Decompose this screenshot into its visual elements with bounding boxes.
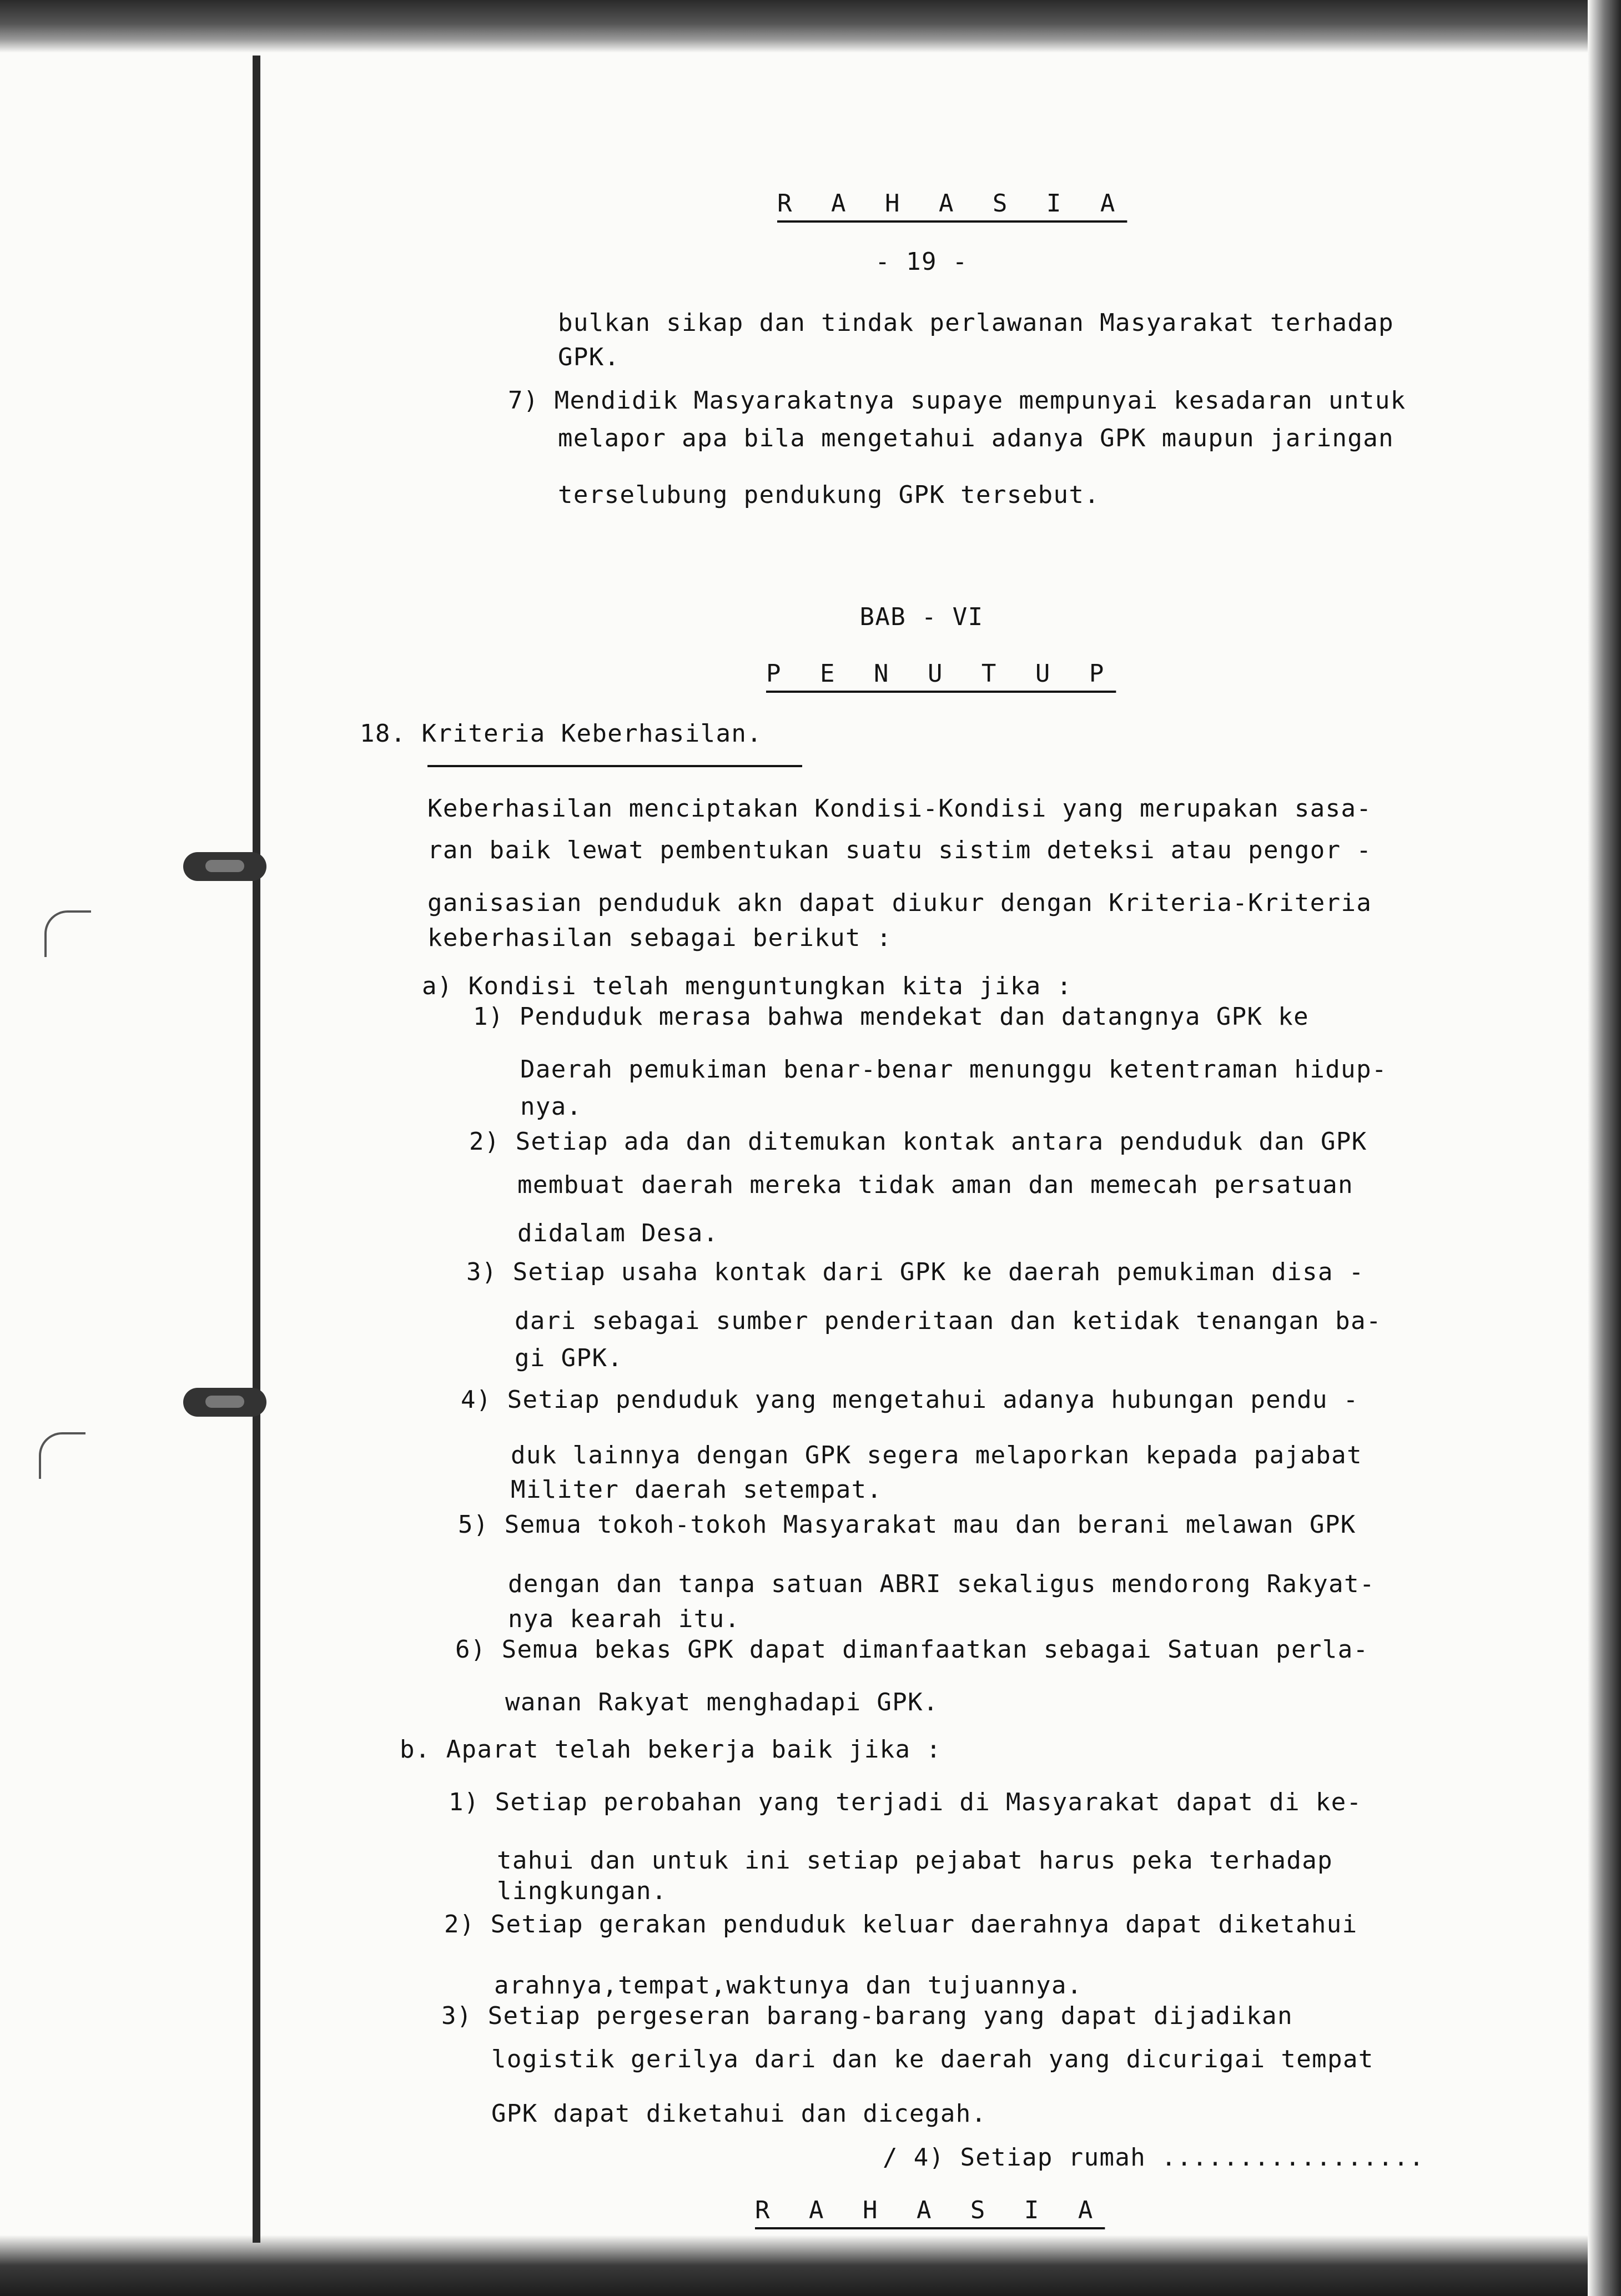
chapter-heading: BAB - VI (859, 603, 984, 631)
subsection-b: b. Aparat telah bekerja baik jika : (400, 1735, 942, 1764)
intro-line: Keberhasilan menciptakan Kondisi-Kondisi yang merupakan sasa- (427, 794, 1372, 823)
continued-marker: / 4) Setiap rumah ................. (883, 2143, 1425, 2172)
chapter-title: P E N U T U P (766, 659, 1116, 688)
page-number: - 19 - (875, 248, 968, 276)
a-item-line: 2) Setiap ada dan ditemukan kontak antara penduduk dan GPK (469, 1127, 1367, 1156)
section-heading: 18. Kriteria Keberhasilan. (360, 719, 763, 748)
continuation-line: GPK. (558, 343, 620, 371)
b-item-line: 3) Setiap pergeseran barang-barang yang dapat dijadikan (441, 2002, 1293, 2030)
a-item-line: dengan dan tanpa satuan ABRI sekaligus mendorong Rakyat- (508, 1570, 1375, 1598)
scan-shadow-right (1588, 0, 1621, 2296)
binder-ring-bottom-icon (183, 1388, 266, 1417)
a-item-line: didalam Desa. (517, 1219, 719, 1247)
a-item-line: membuat daerah mereka tidak aman dan memecah persatuan (517, 1171, 1354, 1199)
b-item-line: GPK dapat diketahui dan dicegah. (491, 2099, 987, 2128)
section-heading-underline (427, 765, 802, 767)
b-item-line: arahnya,tempat,waktunya dan tujuannya. (494, 1971, 1083, 2000)
b-item-line: 2) Setiap gerakan penduduk keluar daerahnya dapat diketahui (444, 1910, 1358, 1938)
continuation-line: bulkan sikap dan tindak perlawanan Masyarakat terhadap (558, 309, 1395, 337)
b-item-line: lingkungan. (497, 1877, 667, 1905)
item-7-line: 7) Mendidik Masyarakatnya supaye mempunyai kesadaran untuk (508, 386, 1406, 415)
a-item-line: 6) Semua bekas GPK dapat dimanfaatkan sebagai Satuan perla- (455, 1635, 1369, 1664)
scan-shadow-top (0, 0, 1621, 53)
a-item-line: duk lainnya dengan GPK segera melaporkan kepada pajabat (511, 1441, 1362, 1469)
binder-spine (253, 56, 260, 2243)
page-edge-curl (44, 910, 91, 957)
a-item-line: 4) Setiap penduduk yang mengetahui adanya hubungan pendu - (461, 1386, 1359, 1414)
subsection-a: a) Kondisi telah menguntungkan kita jika : (422, 972, 1073, 1000)
item-7-line: terselubung pendukung GPK tersebut. (558, 481, 1100, 509)
a-item-line: 5) Semua tokoh-tokoh Masyarakat mau dan berani melawan GPK (458, 1510, 1356, 1539)
page-edge-curl (39, 1432, 85, 1479)
a-item-line: wanan Rakyat menghadapi GPK. (505, 1688, 939, 1716)
intro-line: ran baik lewat pembentukan suatu sistim deteksi atau pengor - (427, 836, 1372, 864)
a-item-line: Militer daerah setempat. (511, 1476, 883, 1504)
a-item-line: nya. (520, 1092, 582, 1121)
b-item-line: tahui dan untuk ini setiap pejabat harus peka terhadap (497, 1846, 1333, 1875)
b-item-line: logistik gerilya dari dan ke daerah yang dicurigai tempat (491, 2045, 1374, 2073)
a-item-line: dari sebagai sumber penderitaan dan ketidak tenangan ba- (515, 1307, 1382, 1335)
scan-shadow-bottom (0, 2235, 1621, 2296)
a-item-line: 1) Penduduk merasa bahwa mendekat dan datangnya GPK ke (473, 1003, 1310, 1031)
a-item-line: nya kearah itu. (508, 1605, 741, 1633)
intro-line: keberhasilan sebagai berikut : (427, 924, 892, 952)
item-7-line: melapor apa bila mengetahui adanya GPK maupun jaringan (558, 424, 1395, 452)
b-item-line: 1) Setiap perobahan yang terjadi di Masyarakat dapat di ke- (449, 1788, 1362, 1816)
a-item-line: gi GPK. (515, 1344, 623, 1372)
header-classification: R A H A S I A (777, 189, 1127, 218)
binder-ring-top-icon (183, 852, 266, 881)
a-item-line: 3) Setiap usaha kontak dari GPK ke daerah pemukiman disa - (466, 1258, 1365, 1286)
a-item-line: Daerah pemukiman benar-benar menunggu ketentraman hidup- (520, 1055, 1387, 1084)
footer-classification: R A H A S I A (755, 2196, 1105, 2224)
intro-line: ganisasian penduduk akn dapat diukur dengan Kriteria-Kriteria (427, 889, 1372, 917)
